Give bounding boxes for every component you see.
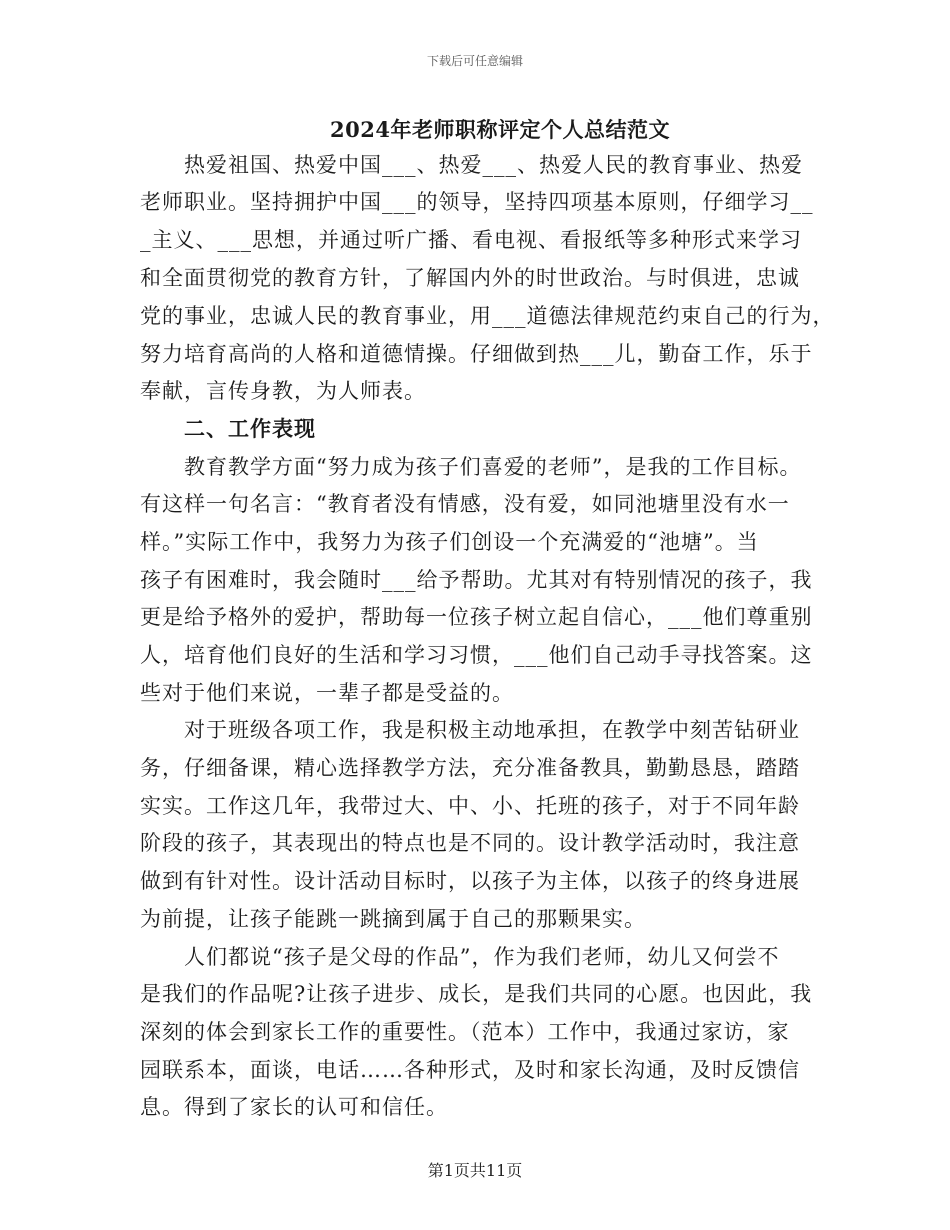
page-footer: 第1页共11页 — [427, 1161, 523, 1180]
page-title: 2024年老师职称评定个人总结范文 — [330, 117, 670, 142]
paragraph-line: 热爱祖国、热爱中国___、热爱___、热爱人民的教育事业、热爱 — [184, 153, 803, 177]
paragraph-line: 党的事业，忠诚人民的教育事业，用___道德法律规范约束自己的行为， — [140, 304, 835, 328]
paragraph-line: 些对于他们来说，一辈子都是受益的。 — [140, 681, 514, 705]
paragraph-line: 有这样一句名言：“教育者没有情感，没有爱，如同池塘里没有水一 — [140, 492, 790, 516]
paragraph-line: 务，仔细备课，精心选择教学方法，充分准备教具，勤勤恳恳，踏踏 — [140, 756, 800, 780]
paragraph-line: 息。得到了家长的认可和信任。 — [140, 1095, 448, 1119]
header-note: 下载后可任意编辑 — [426, 54, 523, 68]
paragraph-line: _主义、___思想，并通过听广播、看电视、看报纸等多种形式来学习 — [140, 228, 802, 252]
section-heading: 二、工作表现 — [184, 416, 316, 441]
paragraph-line: 为前提，让孩子能跳一跳摘到属于自己的那颗果实。 — [140, 907, 646, 931]
paragraph-line: 奉献，言传身教，为人师表。 — [140, 379, 426, 403]
paragraph-line: 孩子有困难时，我会随时___给予帮助。尤其对有特别情况的孩子，我 — [140, 568, 813, 592]
paragraph-line: 深刻的体会到家长工作的重要性。（范本）工作中，我通过家访，家 — [140, 1020, 790, 1044]
paragraph-line: 更是给予格外的爱护，帮助每一位孩子树立起自信心，___他们尊重别 — [140, 605, 813, 629]
paragraph-line: 人们都说“孩子是父母的作品”，作为我们老师，幼儿又何尝不 — [184, 945, 780, 969]
paragraph-line: 样。”实际工作中，我努力为孩子们创设一个充满爱的“池塘”。当 — [140, 530, 759, 554]
paragraph-line: 教育教学方面“努力成为孩子们喜爱的老师”，是我的工作目标。 — [184, 455, 802, 479]
paragraph-line: 对于班级各项工作，我是积极主动地承担，在教学中刻苦钻研业 — [184, 718, 800, 742]
paragraph-line: 和全面贯彻党的教育方针，了解国内外的时世政治。与时俱进，忠诚 — [140, 266, 800, 290]
paragraph-line: 是我们的作品呢?让孩子进步、成长，是我们共同的心愿。也因此，我 — [140, 982, 813, 1006]
paragraph-line: 老师职业。坚持拥护中国___的领导，坚持四项基本原则，仔细学习__ — [140, 190, 814, 214]
paragraph-line: 实实。工作这几年，我带过大、中、小、托班的孩子，对于不同年龄 — [140, 794, 800, 818]
paragraph-line: 园联系本，面谈，电话……各种形式，及时和家长沟通，及时反馈信 — [140, 1058, 800, 1082]
paragraph-line: 做到有针对性。设计活动目标时，以孩子为主体，以孩子的终身进展 — [140, 869, 800, 893]
paragraph-line: 努力培育高尚的人格和道德情操。仔细做到热___儿，勤奋工作，乐于 — [140, 342, 813, 366]
paragraph-line: 人，培育他们良好的生活和学习习惯，___他们自己动手寻找答案。这 — [140, 643, 813, 667]
paragraph-line: 阶段的孩子，其表现出的特点也是不同的。设计教学活动时，我注意 — [140, 831, 800, 855]
